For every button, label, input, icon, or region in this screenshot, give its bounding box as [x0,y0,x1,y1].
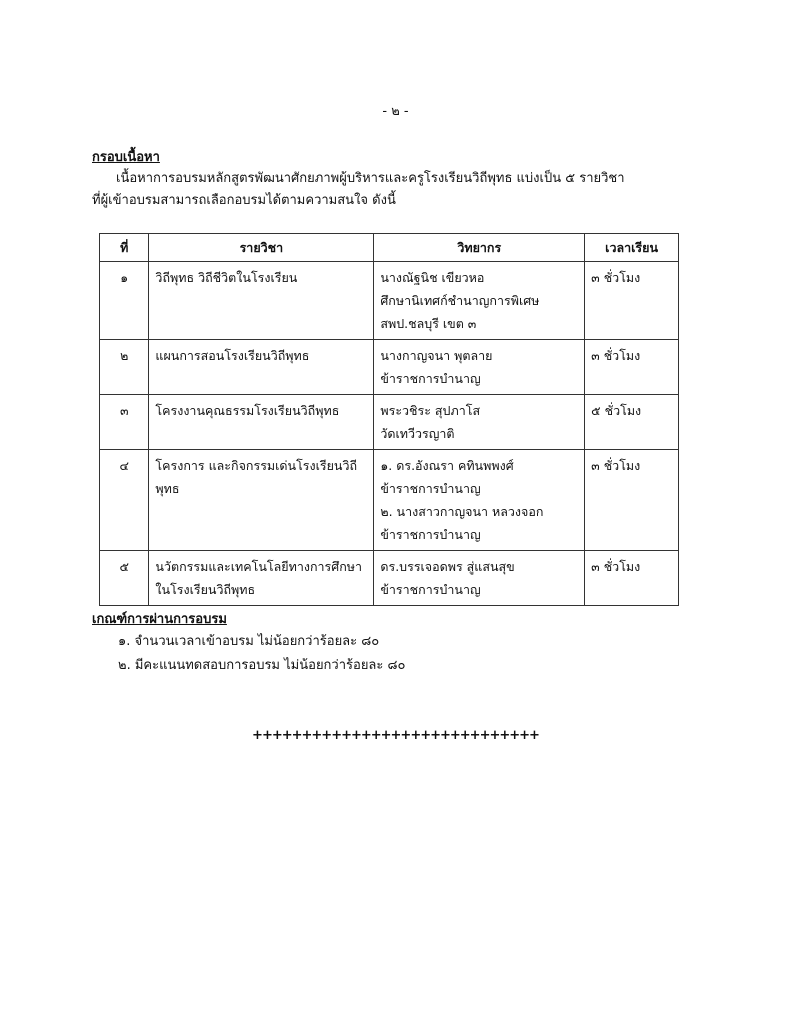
lecturer-line: วัดเทวีวรญาติ [380,426,455,441]
table-row [100,450,679,551]
row-time: ๓ ชั่วโมง [585,551,679,606]
course-table [99,233,679,606]
lecturer-line: ดร.บรรเจอดพร สู่แสนสุข [380,559,515,574]
table-row [100,395,679,450]
row-time: ๓ ชั่วโมง [585,262,679,340]
content-intro [92,168,712,212]
lecturer-line: นางกาญจนา พุตลาย [380,348,493,363]
header-time: เวลาเรียน [585,234,679,262]
row-lecturer [374,340,585,395]
row-time: ๓ ชั่วโมง [585,340,679,395]
criteria-item: ๒. มีคะแนนทดสอบการอบรม ไม่น้อยกว่าร้อยละ ๘๐ [118,658,406,673]
table-row [100,551,679,606]
table-row [100,340,679,395]
lecturer-line: ข้าราชการบำนาญ [380,481,481,496]
row-no: ๕ [100,551,149,606]
header-lecturer: วิทยากร [374,234,585,262]
row-subject: โครงงานคุณธรรมโรงเรียนวิถีพุทธ [149,395,374,450]
lecturer-line: ข้าราชการบำนาญ [380,371,481,386]
lecturer-line: สพป.ชลบุรี เขต ๓ [380,316,477,331]
header-no: ที่ [100,234,149,262]
closing-divider: +++++++++++++++++++++++++++++ [252,728,539,743]
row-no: ๒ [100,340,149,395]
row-no: ๔ [100,450,149,551]
row-no: ๓ [100,395,149,450]
row-time: ๕ ชั่วโมง [585,395,679,450]
page-number: - ๒ - [382,104,409,119]
row-lecturer [374,262,585,340]
lecturer-line: ข้าราชการบำนาญ [380,527,481,542]
table-header-row [100,234,679,262]
lecturer-line: ๒. นางสาวกาญจนา หลวงจอก [380,504,544,519]
lecturer-line: ๑. ดร.อังณรา คทินพพงศ์ [380,458,514,473]
table-row [100,262,679,340]
criteria-list [118,630,405,678]
lecturer-line: ศึกษานิเทศก์ชำนาญการพิเศษ [380,293,540,308]
criteria-item: ๑. จำนวนเวลาเข้าอบรม ไม่น้อยกว่าร้อยละ ๘๐ [118,634,380,649]
intro-line-2: ที่ผู้เข้าอบรมสามารถเลือกอบรมได้ตามความสนใจ ดังนี้ [92,193,396,208]
row-subject: แผนการสอนโรงเรียนวิถีพุทธ [149,340,374,395]
content-section-heading: กรอบเนื้อหา [92,150,160,165]
row-lecturer [374,450,585,551]
intro-line-1: เนื้อหาการอบรมหลักสูตรพัฒนาศักยภาพผู้บริหารและครูโรงเรียนวิถีพุทธ แบ่งเป็น ๕ รายวิชา [116,171,625,186]
lecturer-line: นางณัฐนิช เขียวหอ [380,270,485,285]
row-lecturer [374,551,585,606]
lecturer-line: พระวชิระ สุปภาโส [380,403,481,418]
row-time: ๓ ชั่วโมง [585,450,679,551]
row-subject: วิถีพุทธ วิถีชีวิตในโรงเรียน [149,262,374,340]
lecturer-line: ข้าราชการบำนาญ [380,582,481,597]
header-subject: รายวิชา [149,234,374,262]
row-no: ๑ [100,262,149,340]
row-subject: โครงการ และกิจกรรมเด่นโรงเรียนวิถีพุทธ [149,450,374,551]
row-subject: นวัตกรรมและเทคโนโลยีทางการศึกษาในโรงเรียนวิถีพุทธ [149,551,374,606]
criteria-section-heading: เกณฑ์การผ่านการอบรม [92,612,227,627]
row-lecturer [374,395,585,450]
